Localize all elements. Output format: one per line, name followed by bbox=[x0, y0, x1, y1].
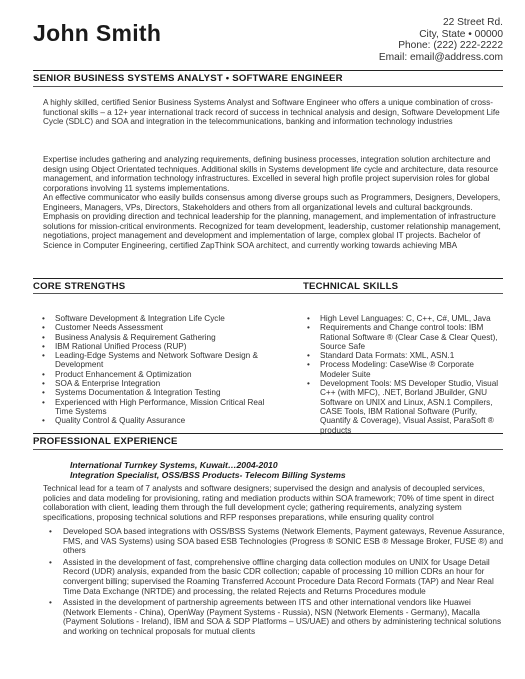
experience-top-divider bbox=[33, 433, 503, 434]
technical-skills-title: TECHNICAL SKILLS bbox=[303, 281, 399, 292]
summary-paragraph-3: An effective communicator who easily builds consensus among diverse groups such as Programmers, Designers, Developers, Engineers, Managers, VPs, Directors, Stakeholders and others from all organizational levels and cultural backgrounds. Emphasis on providing direction and technical leadership for the planning, management, and implementation of infrastructure solutions for mission-critical environments. Recognized for team development, leadership, customer relationship management, negotiations, project management and development and implementation of large, complex global IT projects. Bachelor of Science in Computer Engineering, certified ZapThink SOA architect, and currently working towards achieving MBA bbox=[43, 193, 501, 250]
contact-address: 22 Street Rd. bbox=[442, 17, 503, 28]
experience-title: PROFESSIONAL EXPERIENCE bbox=[33, 436, 178, 447]
list-item: • IBM Rational Unified Process (RUP) bbox=[38, 342, 283, 351]
list-item: • Systems Documentation & Integration Testing bbox=[38, 388, 283, 397]
job-description: Technical lead for a team of 7 analysts and software designers; supervised the design and analysis of decoupled services, policies and data modeling for provisioning, rating and mediation products within SOA framework; 70% of time spent in direct collaboration with client, leading them through the full development cycle; gathering requirements, analyzing system specifications, proposing technical solutions and RFP responses preparations, while ensuring quality control bbox=[43, 484, 495, 522]
list-item: • Process Modeling: CaseWise ® Corporate Modeler Suite bbox=[303, 360, 505, 379]
summary-paragraph-1: A highly skilled, certified Senior Business Systems Analyst and Software Engineer who offers a unique combination of cross-functional skills – a 12+ year international track record of success in technical analysis and design, Software Development Life Cycle (SDLC) and SOA and integration in the telecommunications, banking and information technology industries bbox=[43, 98, 500, 127]
list-item: • Quality Control & Quality Assurance bbox=[38, 416, 283, 425]
list-item: • Business Analysis & Requirement Gathering bbox=[38, 333, 283, 342]
list-item: • Requirements and Change control tools: IBM Rational Software ® (Clear Case & Clear Quest), Source Safe bbox=[303, 323, 505, 351]
skills-top-divider bbox=[33, 278, 503, 279]
skills-divider bbox=[33, 293, 503, 294]
technical-skills-list bbox=[303, 314, 505, 435]
job-role: Integration Specialist, OSS/BSS Products- Telecom Billing Systems bbox=[70, 470, 346, 480]
contact-city: City, State • 00000 bbox=[419, 28, 503, 40]
list-item: • Product Enhancement & Optimization bbox=[38, 370, 283, 379]
list-item: • Customer Needs Assessment bbox=[38, 323, 283, 332]
list-item: • Development Tools: MS Developer Studio, Visual C++ (with MFC), .NET, Borland JBuilder, GNU Software on UNIX and Linux, ASN.1 Compilers, CASE Tools, IBM Rational Software (Purify, Quantify & Coverage), Visual Assist, ParaSoft ® products bbox=[303, 379, 505, 435]
candidate-name: John Smith bbox=[33, 20, 162, 46]
core-strengths-list bbox=[38, 314, 283, 426]
contact-phone: Phone: (222) 222-2222 bbox=[398, 40, 503, 52]
headline-divider bbox=[33, 86, 503, 87]
contact-email[interactable] bbox=[379, 52, 503, 64]
job-company: International Turnkey Systems, Kuwait…2004-2010 bbox=[70, 460, 278, 470]
contact-block bbox=[379, 17, 503, 63]
list-item: • Leading-Edge Systems and Network Software Design & Development bbox=[38, 351, 283, 370]
summary-paragraph-2: Expertise includes gathering and analyzing requirements, defining business processes, integration solution architecture and design using Object Orientated techniques. Additional skills in Systems development life cycle and architecture, data resource management, and information technology infrastructures. Excelled in several high profile project supervision roles for global corporations involving 11 systems implementations. bbox=[43, 155, 499, 193]
list-item: • Assisted in the development of partnership agreements between ITS and other international vendors like Huawei (Network Elements - China), OpenWay (Payment Systems - Russia), NSN (Network Elements - Germany), Macalla (Payment Solutions - Ireland), IBM and SOA & SDP Platforms – US/UAE) and others by administering technical solutions and working on technical proposals for mutual clients bbox=[43, 598, 505, 636]
header-divider bbox=[33, 70, 503, 71]
list-item: • Standard Data Formats: XML, ASN.1 bbox=[303, 351, 505, 360]
core-strengths-title: CORE STRENGTHS bbox=[33, 281, 126, 292]
experience-bullets bbox=[43, 527, 505, 639]
list-item: • Experienced with High Performance, Mission Critical Real Time Systems bbox=[38, 398, 283, 417]
list-item: • High Level Languages: C, C++, C#, UML, Java bbox=[303, 314, 505, 323]
list-item: • Developed SOA based integrations with OSS/BSS Systems (Network Elements, Payment gateways, Revenue Assurance, FMS, and VAS Systems) using SOA based ESB Technologies (Progress ® SONIC ESB ® Message Broker, FUSE ®) and others bbox=[43, 527, 505, 556]
email-link[interactable]: Email: email@address.com bbox=[378, 51, 503, 63]
experience-divider bbox=[33, 449, 503, 450]
list-item: • SOA & Enterprise Integration bbox=[38, 379, 283, 388]
list-item: • Assisted in the development of fast, comprehensive offline charging data collection modules on UNIX for Usage Detail Record (UDR) analysis, expanded from the basic CDR collection; capable of processing 10 million CDRs an hour for convergent billing; supervised the Roaming Transferred Account Procedure Data Record Formats (TAP) and Near Real Time Data Exchange (NRTDE) and processing, the related Rejects and Returns Procedures module bbox=[43, 558, 505, 596]
list-item: • Software Development & Integration Life Cycle bbox=[38, 314, 283, 323]
headline-title: SENIOR BUSINESS SYSTEMS ANALYST • SOFTWARE ENGINEER bbox=[33, 73, 343, 84]
